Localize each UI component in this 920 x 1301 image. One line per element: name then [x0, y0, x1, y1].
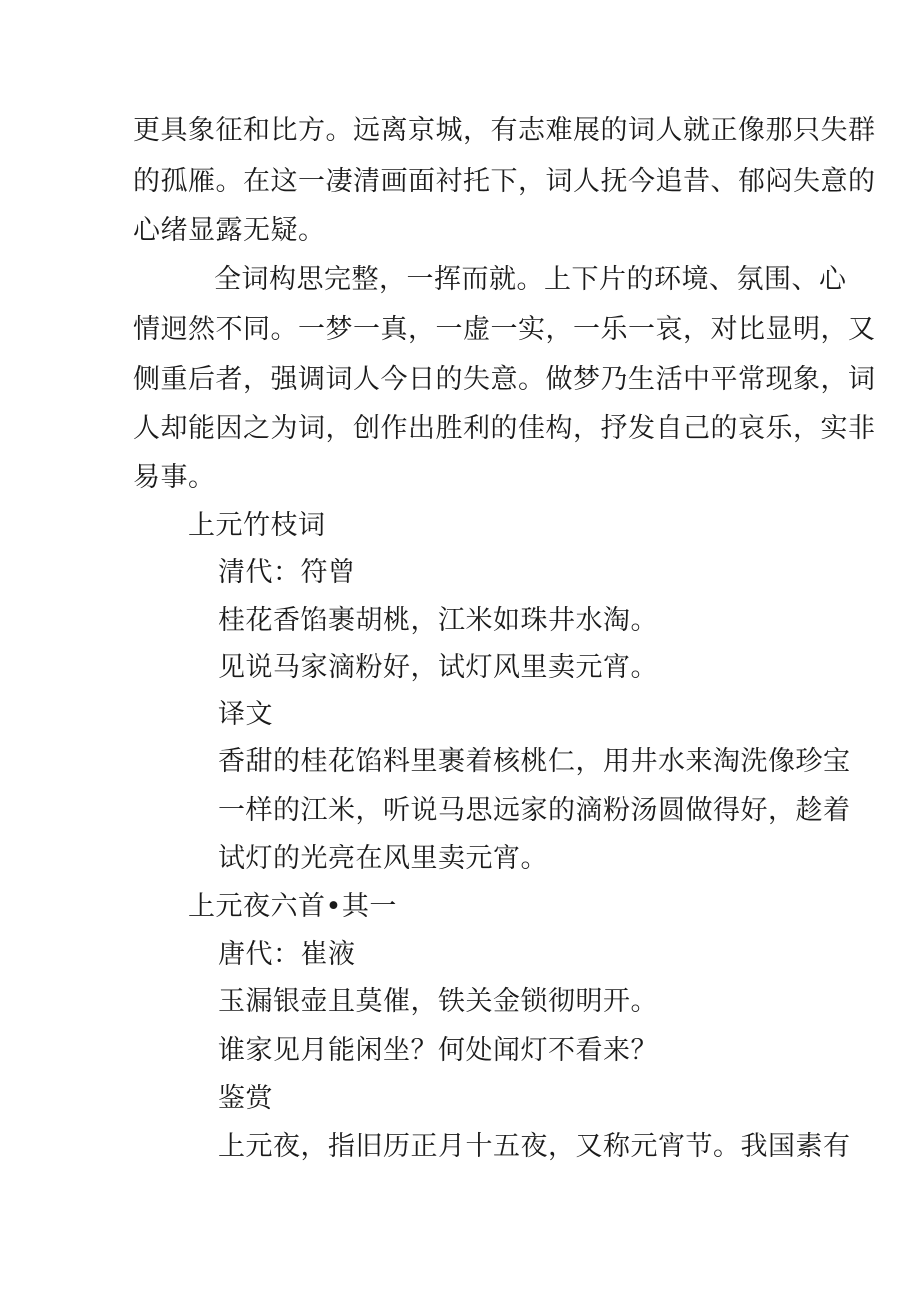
poem-2-verse-line-2: 谁家见月能闲坐？何处闻灯不看来？ [218, 1035, 658, 1066]
paragraph-2-line-3: 侧重后者，强调词人今日的失意。做梦乃生活中平常现象，词 [133, 364, 876, 395]
poem-1-verse-line-1: 桂花香馅裹胡桃，江米如珠井水淘。 [218, 605, 658, 636]
paragraph-2-line-5: 易事。 [133, 462, 216, 493]
poem-1-title: 上元竹枝词 [188, 510, 326, 541]
poem-2-appreciation-line-1: 上元夜，指旧历正月十五夜，又称元宵节。我国素有 [218, 1131, 851, 1162]
paragraph-2-line-4: 人却能因之为词，创作出胜利的佳构，抒发自己的哀乐，实非 [133, 413, 876, 444]
paragraph-1-line-1: 更具象征和比方。远离京城，有志难展的词人就正像那只失群 [133, 115, 876, 146]
poem-2-appreciation-heading: 鉴赏 [218, 1083, 273, 1114]
poem-1-translation-line-3: 试灯的光亮在风里卖元宵。 [218, 843, 548, 874]
paragraph-2-line-1: 全词构思完整，一挥而就。上下片的环境、氛围、心 [214, 264, 847, 295]
poem-2-verse-line-1: 玉漏银壶且莫催，铁关金锁彻明开。 [218, 986, 658, 1017]
paragraph-1-line-3: 心绪显露无疑。 [133, 215, 326, 246]
poem-1-translation-line-1: 香甜的桂花馅料里裹着核桃仁，用井水来淘洗像珍宝 [218, 746, 851, 777]
poem-1-translation-heading: 译文 [218, 699, 273, 730]
poem-1-verse-line-2: 见说马家滴粉好，试灯风里卖元宵。 [218, 652, 658, 683]
paragraph-1-line-2: 的孤雁。在这一凄清画面衬托下，词人抚今追昔、郁闷失意的 [133, 166, 876, 197]
poem-2-title: 上元夜六首•其一 [188, 891, 397, 922]
poem-1-translation-line-2: 一样的江米，听说马思远家的滴粉汤圆做得好，趁着 [218, 795, 851, 826]
paragraph-2-line-2: 情迥然不同。一梦一真，一虚一实，一乐一哀，对比显明，又 [133, 314, 876, 345]
poem-1-author: 清代：符曾 [218, 557, 356, 588]
poem-2-author: 唐代：崔液 [218, 939, 356, 970]
